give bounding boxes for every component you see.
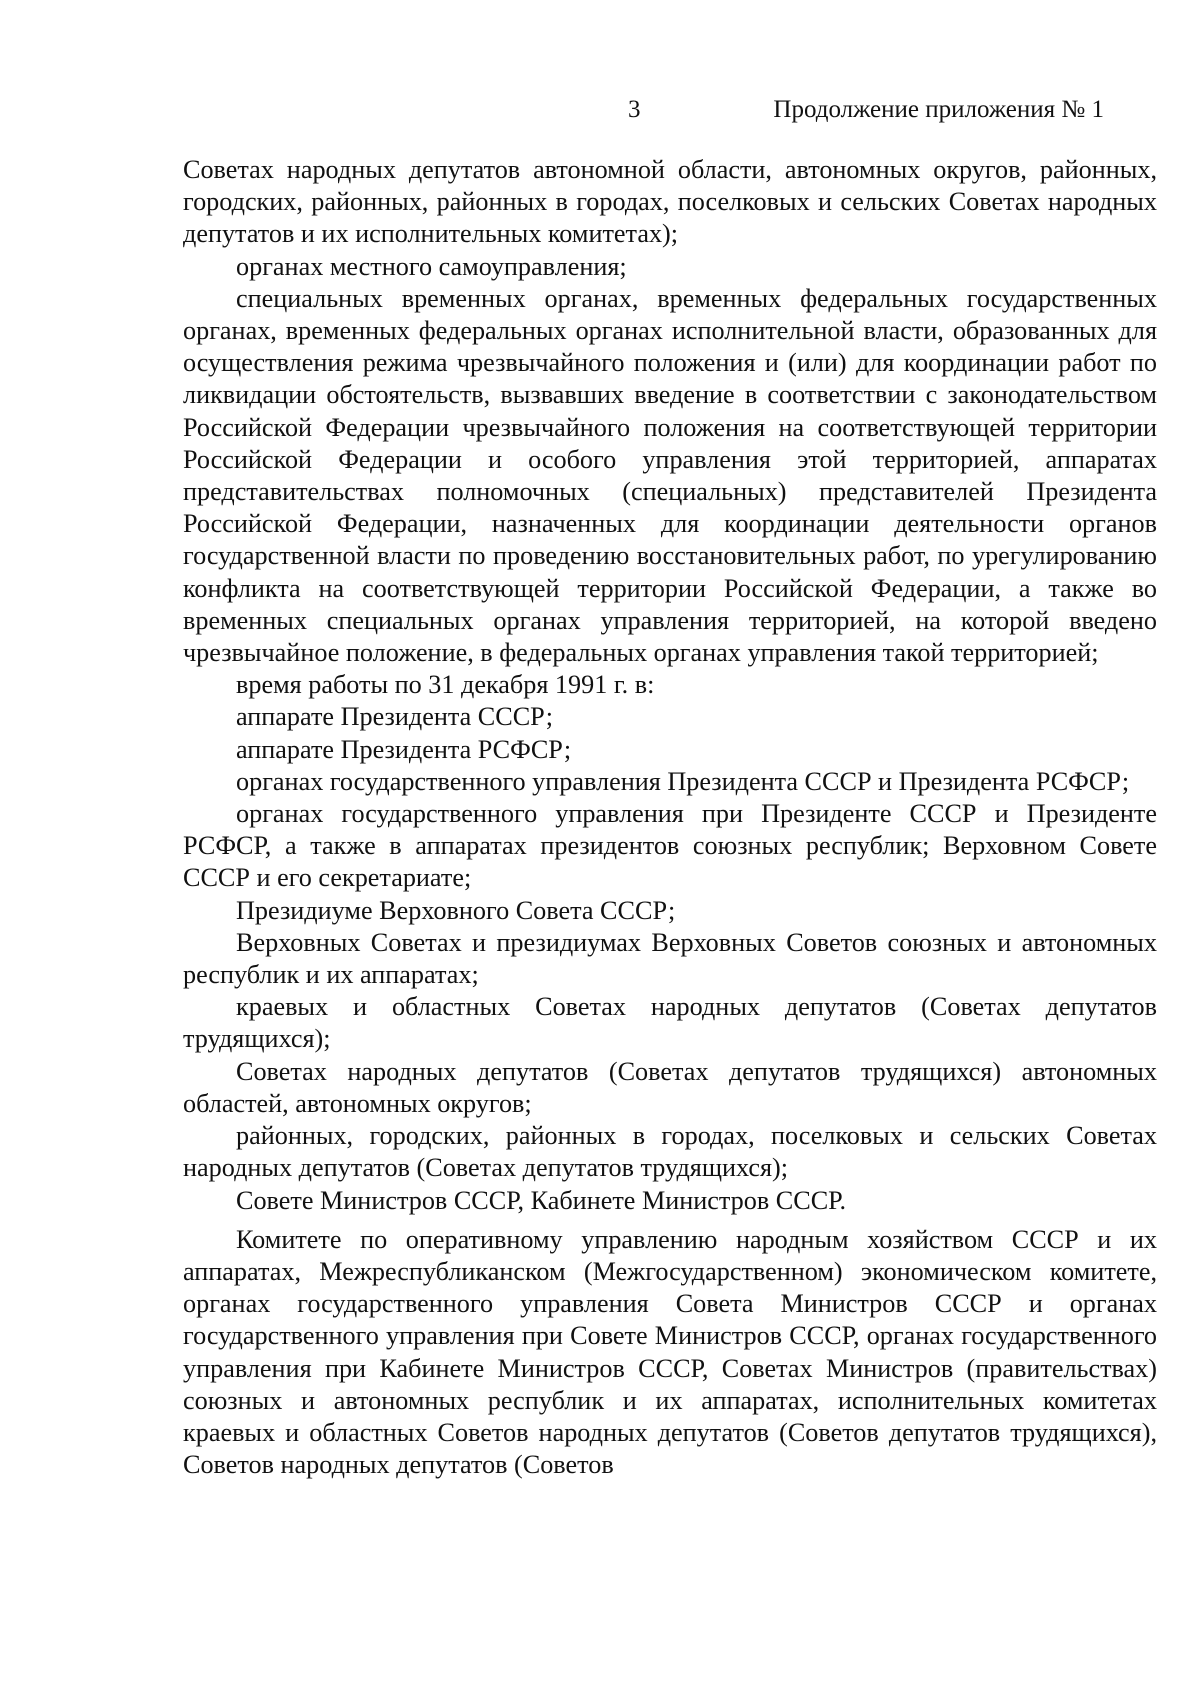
paragraph-10: Верховных Советах и президиумах Верховных Советов союзных и автономных республик и их аппаратах; — [183, 927, 1157, 990]
paragraph-8: органах государственного управления при Президенте СССР и Президенте РСФСР, а также в аппаратах президентов союзных республик; Верховном Совете СССР и его секретариате; — [183, 799, 1157, 893]
paragraph-12: Советах народных депутатов (Советах депутатов трудящихся) автономных областей, автономных округов; — [183, 1056, 1157, 1118]
paragraph-1: Советах народных депутатов автономной области, автономных округов, районных, городских, районных, районных в городах, поселковых и сельских Советах народных депутатов и их исполнительных комитетах); — [183, 155, 1157, 249]
paragraph-2: органах местного самоуправления; — [236, 251, 627, 281]
paragraph-4: время работы по 31 декабря 1991 г. в: — [236, 670, 655, 700]
page-header — [0, 96, 1200, 136]
appendix-continuation-caption: Продолжение приложения № 1 — [773, 96, 1104, 123]
paragraph-6: аппарате Президента РСФСР; — [236, 734, 572, 764]
paragraph-11: краевых и областных Советах народных депутатов (Советах депутатов трудящихся); — [183, 992, 1157, 1054]
paragraph-3: специальных временных органах, временных федеральных государственных органах, временных федеральных органах исполнительной власти, образованных для осуществления режима чрезвычайного положения и (или) для координации работ по ликвидации обстоятельств, вызвавших введение в соответствии с законодательством Российской Федерации чрезвычайного положения на соответствующей территории Российской Федерации и особого управления этой территорией, аппаратах представительствах полномочных (специальных) представителей Президента Российской Федерации, назначенных для координации деятельности органов государственной власти по проведению восстановительных работ, по урегулированию конфликта на соответствующей территории Российской Федерации, а также во временных специальных органах управления территорией, на которой введено чрезвычайное положение, в федеральных органах управления такой территорией; — [183, 283, 1157, 668]
paragraph-13: районных, городских, районных в городах, поселковых и сельских Советах народных депутатов (Советах депутатов трудящихся); — [183, 1121, 1157, 1183]
paragraph-5: аппарате Президента СССР; — [236, 702, 553, 732]
page-number: 3 — [628, 96, 641, 123]
paragraph-7: органах государственного управления Президента СССР и Президента РСФСР; — [236, 766, 1130, 796]
paragraph-9: Президиуме Верховного Совета СССР; — [236, 895, 676, 925]
document-body — [183, 154, 1157, 1481]
paragraph-15: Комитете по оперативному управлению народным хозяйством СССР и их аппаратах, Межреспубликанском (Межгосударственном) экономическом комитете, органах государственного управления Совета Министров СССР и органах государственного управления при Совете Министров СССР, органах государственного управления при Кабинете Министров СССР, Советах Министров (правительствах) союзных и автономных республик и их аппаратах, исполнительных комитетах краевых и областных Советов народных депутатов (Советов депутатов трудящихся), Советов народных депутатов (Советов — [183, 1224, 1157, 1480]
paragraph-14: Совете Министров СССР, Кабинете Министров СССР. — [236, 1185, 846, 1215]
